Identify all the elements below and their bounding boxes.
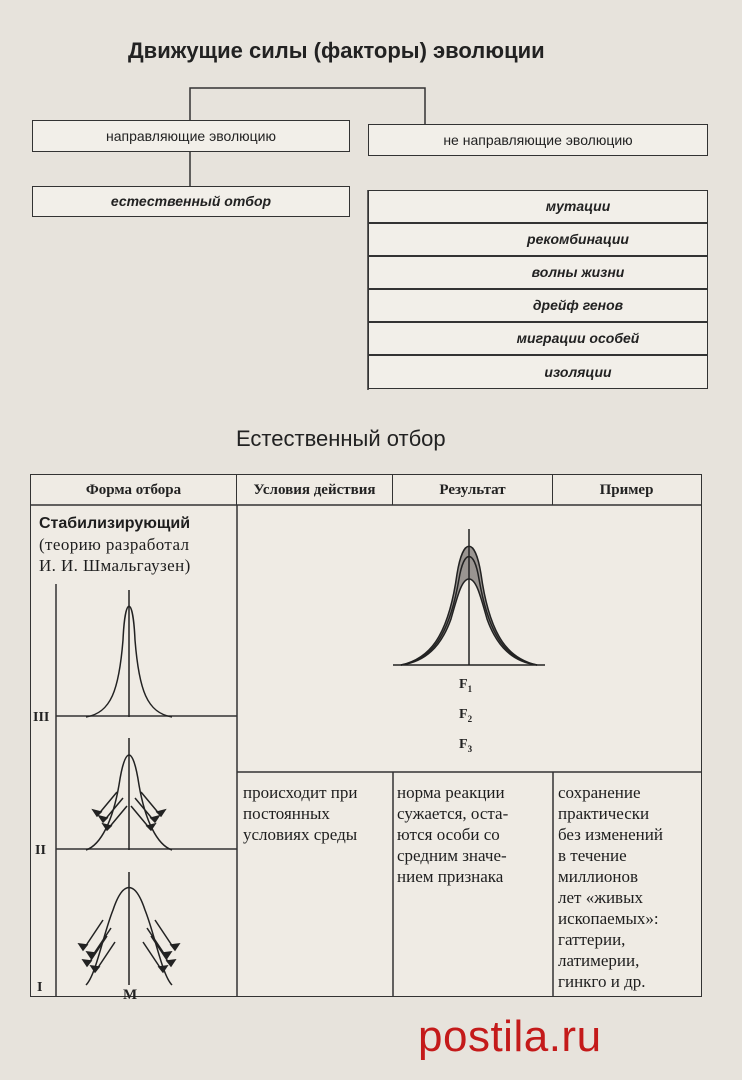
example-line-1: сохранение — [558, 783, 641, 802]
form-note-2: И. И. Шмальгаузен) — [39, 556, 191, 575]
header-result: Результат — [393, 475, 553, 505]
factor-genetic-drift — [368, 289, 708, 322]
example-line-4: в течение — [558, 846, 627, 865]
generation-f3-letter: F — [459, 737, 468, 752]
generation-f2 — [459, 707, 472, 724]
example-line-5: миллионов — [558, 867, 639, 886]
form-name: Стабилизирующий — [39, 515, 191, 532]
example-line-8: гаттерии, — [558, 930, 626, 949]
conditions-line-1: происходит при — [243, 783, 358, 802]
header-conditions: Условия действия — [237, 475, 393, 505]
generation-f3 — [459, 737, 472, 754]
example-line-9: латимерии, — [558, 951, 640, 970]
factor-label: миграции особей — [516, 330, 640, 346]
example-line-2: практически — [558, 804, 650, 823]
directing-label: направляющие эволюцию — [106, 128, 276, 144]
result-diagram — [393, 519, 553, 689]
panel-label-iii: III — [33, 710, 50, 725]
header-form: Форма отбора — [31, 475, 237, 505]
factor-label: дрейф генов — [532, 297, 624, 313]
directing-box — [32, 120, 350, 152]
generation-f1 — [459, 677, 472, 694]
non-directing-box — [368, 124, 708, 156]
forces-title: Движущие силы (факторы) эволюции — [128, 38, 545, 63]
generation-f2-sub: 2 — [467, 713, 473, 724]
conditions-line-3: условиях среды — [243, 825, 358, 844]
generation-f1-sub: 1 — [467, 683, 473, 694]
selection-title: Естественный отбор — [236, 426, 446, 451]
result-line-3: ются особи со — [397, 825, 500, 844]
header-example: Пример — [599, 482, 654, 498]
factor-recombinations — [368, 223, 708, 256]
non-directing-label: не направляющие эволюцию — [443, 132, 633, 148]
form-note-1: (теорию разработал — [39, 535, 190, 554]
watermark-logo: postila.ru — [418, 1012, 602, 1061]
axis-label-m: M — [123, 987, 138, 1003]
selection-curves — [51, 580, 241, 1000]
example-line-3: без изменений — [558, 825, 663, 844]
panel-label-i: I — [37, 980, 43, 995]
result-line-4: средним значе- — [397, 846, 507, 865]
result-line-2: сужается, оста- — [397, 804, 509, 823]
factor-migrations — [368, 322, 708, 355]
factor-isolations — [368, 355, 708, 389]
selection-label: естественный отбор — [110, 193, 272, 209]
factor-life-waves — [368, 256, 708, 289]
factor-label: рекомбинации — [527, 231, 629, 247]
panel-label-ii: II — [35, 843, 46, 858]
result-line-1: норма реакции — [397, 783, 505, 802]
generation-f3-sub: 3 — [467, 743, 473, 754]
example-line-6: лет «живых — [558, 888, 643, 907]
selection-box — [32, 186, 350, 217]
generation-f1-letter: F — [459, 677, 468, 692]
factor-mutations — [368, 190, 708, 223]
factor-label: волны жизни — [531, 264, 625, 280]
generation-f2-letter: F — [459, 707, 468, 722]
example-line-10: гинкго и др. — [558, 972, 646, 991]
result-line-5: нием признака — [397, 867, 504, 886]
conditions-line-2: постоянных — [243, 804, 330, 823]
factor-label: мутации — [545, 198, 611, 214]
factor-label: изоляции — [544, 364, 612, 380]
selection-table — [30, 474, 702, 1003]
example-line-7: ископаемых»: — [558, 909, 659, 928]
